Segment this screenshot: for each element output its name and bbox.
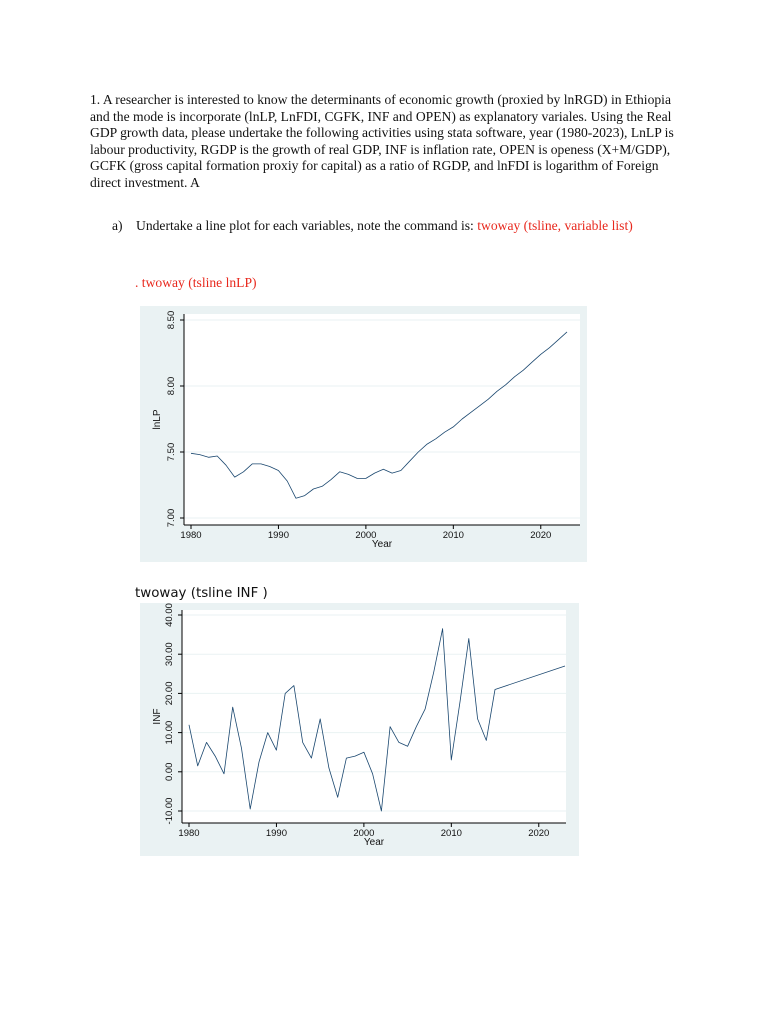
y-tick-label: -10.00 [164,797,175,825]
subquestion-command: twoway (tsline, variable list) [477,218,633,233]
x-tick-label: 2010 [442,530,464,541]
y-tick-label: 40.00 [164,603,175,627]
command-lnlp: . twoway (tsline lnLP) [135,275,257,290]
question-line-1: 1. A researcher is interested to know the determinants of economic growth (proxied by lnRGD) in Ethiopia [90,92,671,107]
x-tick-label: 1980 [178,828,200,839]
y-tick-label: 20.00 [164,681,175,706]
x-tick-label: 1990 [267,530,290,541]
y-axis-title: lnLP [152,409,163,430]
lnlp-line-chart [140,306,587,562]
y-tick-label: 30.00 [164,642,175,667]
y-tick-label: 0.00 [164,762,175,782]
x-axis-title: Year [363,837,385,848]
x-tick-label: 2000 [355,530,377,541]
x-tick-label: 1980 [180,530,202,541]
x-tick-label: 2020 [528,828,550,839]
x-axis-title: Year [371,539,393,550]
x-tick-label: 1990 [265,828,288,839]
y-tick-label: 10.00 [164,720,175,745]
subquestion-a [112,218,633,234]
x-tick-label: 2000 [353,828,375,839]
x-tick-label: 2020 [530,530,552,541]
inf-line-chart [140,603,579,856]
question-text [90,92,680,192]
y-tick-label: 8.50 [166,310,177,330]
x-tick-label: 2010 [440,828,462,839]
plot-area [182,610,566,823]
subquestion-text: Undertake a line plot for each variables, note the command is: [136,218,478,233]
plot-area [184,314,580,525]
command-inf: twoway (tsline INF ) [135,586,268,601]
question-line-2: and the mode is incorporate (lnLP, LnFDI, CGFK, INF and OPEN) as explanatory variales. Using the Real GDP growth data, please undertake the following activities using stata software, year (1980-2023), LnLP is labour productivity, RGDP is the growth of real GDP, INF is inflation rate, OPEN is openess (X+M/GDP), GCFK (gross capital formation proxiy for capital) as a ratio of RGDP, and lnFDI is logarithm of Foreign direct investment. A [90,108,674,190]
y-tick-label: 7.00 [166,508,177,528]
y-tick-label: 7.50 [166,442,177,462]
y-axis-title: INF [152,708,163,725]
subquestion-marker: a) [112,218,123,233]
y-tick-label: 8.00 [166,376,177,396]
